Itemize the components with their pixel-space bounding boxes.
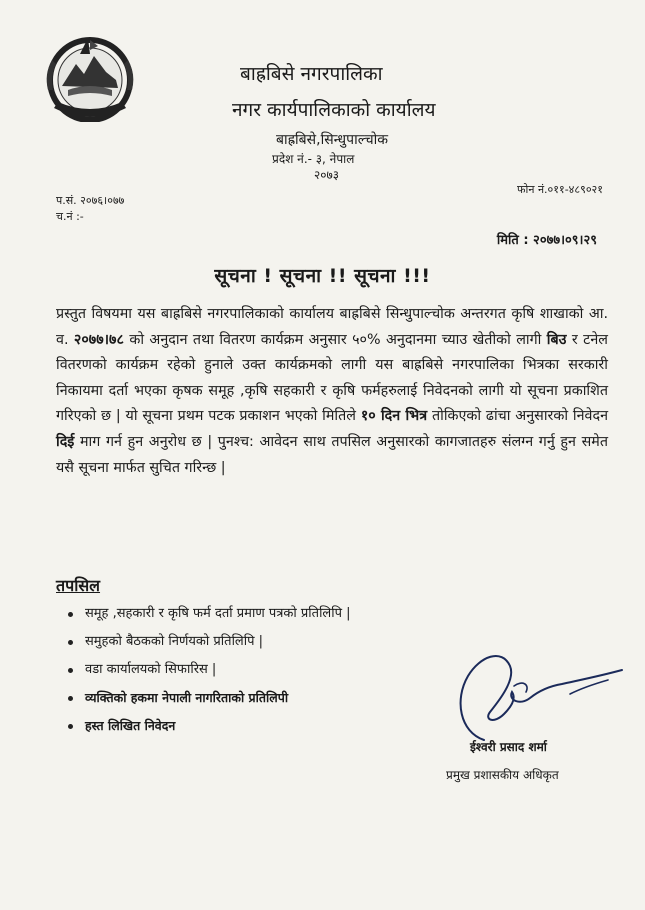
list-item: समुहको बैठकको निर्णयको प्रतिलिपि | bbox=[68, 628, 351, 656]
list-item: हस्त लिखित निवेदन bbox=[68, 712, 351, 740]
office-location: बाह्रबिसे,सिन्धुपाल्चोक bbox=[276, 132, 389, 148]
letter-number: प.सं. २०७६।०७७ bbox=[56, 194, 125, 207]
notice-date: मिति : २०७७।०९।२९ bbox=[496, 233, 597, 248]
established-year: २०७३ bbox=[314, 168, 339, 182]
bullet-icon bbox=[68, 668, 73, 673]
list-item: समूह ,सहकारी र कृषि फर्म दर्ता प्रमाण पत्रको प्रतिलिपि | bbox=[68, 600, 351, 628]
bullet-icon bbox=[68, 724, 73, 729]
notice-body bbox=[56, 302, 608, 481]
body-segment: र टनेल वितरणको कार्यक्रम रहेको हुनाले उक्त कार्यक्रमको लागी यस बाह्रबिसे नगरपालिका भित्रका सरकारी निकायमा दर्ता भएका कृषक समूह ,कृषि सहकारी र कृषि फर्महरुलाई निवेदनको लागी यो सूचना प्रकाशित गरिएको छ | यो सूचना प्रथम पटक प्रकाशन भएको मितिले bbox=[56, 331, 608, 425]
list-item: व्यक्तिको हकमा नेपाली नागरिताको प्रतिलिपी bbox=[68, 684, 351, 712]
seed-word: बिउ bbox=[546, 331, 567, 348]
reference-block bbox=[56, 193, 124, 225]
signatory-title: प्रमुख प्रशासकीय अधिकृत bbox=[446, 768, 559, 782]
bullet-icon bbox=[68, 612, 73, 617]
province-label: प्रदेश नं.- ३, नेपाल bbox=[272, 152, 355, 166]
fiscal-year: २०७७।७८ bbox=[73, 331, 124, 348]
body-segment: माग गर्न हुन अनुरोध छ | पुनश्च: आवेदन साथ तपसिल अनुसारको कागजातहरु संलग्न गर्नु हुन समेत यसै सूचना मार्फत सुचित गरिन्छ | bbox=[56, 433, 608, 476]
dispatch-number: च.नं :- bbox=[56, 210, 84, 223]
tapasil-title: तपसिल bbox=[56, 576, 101, 595]
list-item: वडा कार्यालयको सिफारिस | bbox=[68, 656, 351, 684]
body-segment: प्रस्तुत विषयमा यस बाह्रबिसे नगरपालिकाको कार्यालय बाह्रबिसे सिन्धुपाल्चोक अन्तरगत कृषि शाखाको आ. व. bbox=[56, 306, 608, 348]
nepal-emblem-icon bbox=[40, 30, 140, 122]
tapasil-list bbox=[68, 600, 351, 740]
municipality-name: बाह्रबिसे नगरपालिका bbox=[240, 63, 383, 85]
signatory-name: ईश्वरी प्रसाद शर्मा bbox=[470, 740, 547, 754]
bullet-icon bbox=[68, 696, 73, 701]
signature bbox=[450, 640, 635, 750]
body-segment: तोकिएको ढांचा अनुसारको निवेदन bbox=[427, 408, 609, 425]
bullet-icon bbox=[68, 640, 73, 645]
body-segment: को अनुदान तथा वितरण कार्यक्रम अनुसार ५०% अनुदानमा च्याउ खेतीको लागी bbox=[123, 331, 547, 348]
office-name: नगर कार्यपालिकाको कार्यालय bbox=[232, 99, 436, 121]
deadline-days: १० दिन भित्र bbox=[360, 408, 428, 425]
notice-title: सूचना ! सूचना !! सूचना !!! bbox=[214, 265, 431, 287]
phone-number: फोन नं.०११-४८९०२१ bbox=[517, 183, 603, 196]
submit-word: दिई bbox=[56, 433, 75, 450]
